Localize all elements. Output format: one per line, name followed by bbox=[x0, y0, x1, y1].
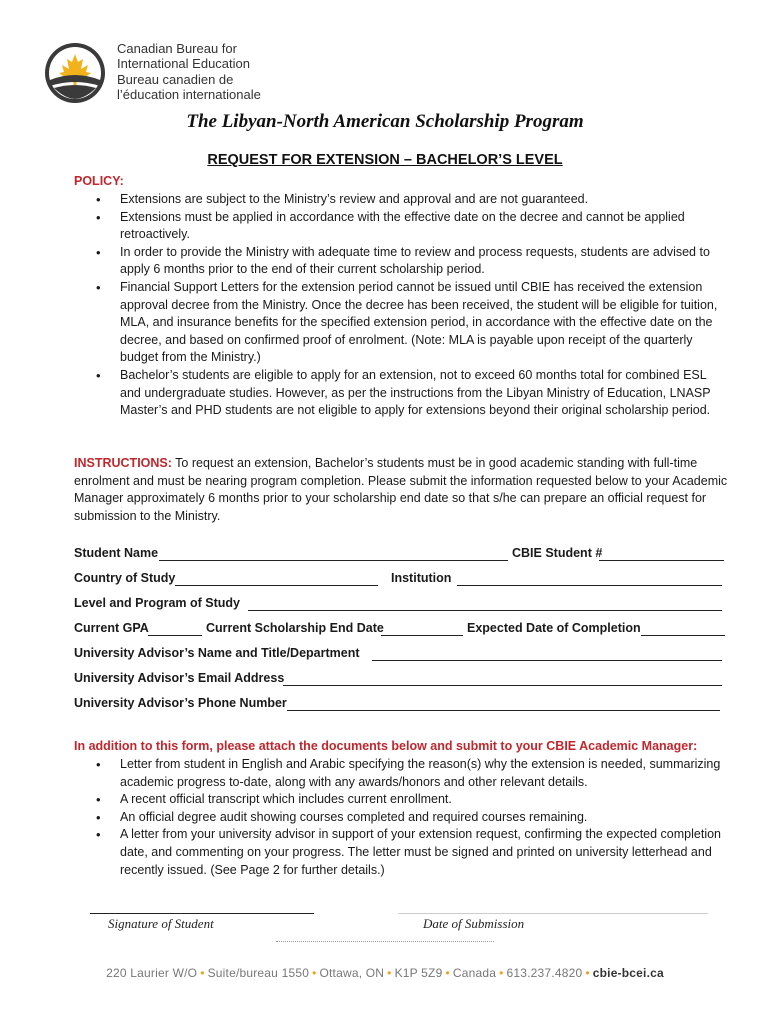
advisor-email-field[interactable] bbox=[283, 685, 722, 686]
instructions-paragraph bbox=[74, 455, 730, 525]
organization-name bbox=[117, 42, 261, 102]
policy-item: • Bachelor’s students are eligible to apply for an extension, not to exceed 60 months total for combined ESL and undergraduate studies. However, as per the instructions from the Libyan Ministry of Education, LNASP Master’s and PHD students are not eligible to apply for extensions beyond their original scholarship period. bbox=[74, 367, 730, 420]
cbie-maple-leaf-logo bbox=[44, 42, 106, 104]
expected-completion-label: Expected Date of Completion bbox=[467, 621, 641, 635]
footer-separator-dot: • bbox=[200, 966, 205, 980]
advisor-name-field[interactable] bbox=[372, 660, 722, 661]
country-of-study-field[interactable] bbox=[175, 585, 378, 586]
org-name-en-2: International Education bbox=[117, 55, 250, 71]
date-of-submission-label: Date of Submission bbox=[423, 916, 525, 931]
document-subtitle: REQUEST FOR EXTENSION – BACHELOR’S LEVEL bbox=[207, 152, 563, 168]
footer-separator-dot: • bbox=[312, 966, 317, 980]
attachment-item: • A recent official transcript which includes current enrollment. bbox=[74, 791, 730, 809]
footer-separator-dot: • bbox=[445, 966, 450, 980]
institution-label: Institution bbox=[391, 571, 452, 585]
footer-website-link[interactable]: cbie-bcei.ca bbox=[592, 966, 664, 980]
current-gpa-label: Current GPA bbox=[74, 621, 149, 635]
current-gpa-field[interactable] bbox=[148, 635, 202, 636]
student-name-label: Student Name bbox=[74, 546, 159, 560]
instructions-heading: INSTRUCTIONS: bbox=[74, 456, 172, 470]
attachments-list bbox=[74, 756, 730, 879]
document-title: The Libyan-North American Scholarship Program bbox=[186, 111, 584, 132]
attachment-item: • A letter from your university advisor in support of your extension request, confirming the expected completion date, and commenting on your progress. The letter must be signed and printed on university letterhead and recently issued. (See Page 2 for further details.) bbox=[74, 826, 730, 879]
footer-city: Ottawa, ON bbox=[319, 966, 385, 980]
footer-street: 220 Laurier W/O bbox=[106, 966, 198, 980]
advisor-phone-field[interactable] bbox=[287, 710, 720, 711]
footer-separator-dot: • bbox=[387, 966, 392, 980]
policy-item: • Extensions must be applied in accordance with the effective date on the decree and cannot be applied retroactively. bbox=[74, 209, 730, 244]
attachment-item: • Letter from student in English and Arabic specifying the reason(s) why the extension is needed, summarizing academic progress to-date, along with any awards/honors and other relevant details. bbox=[74, 756, 730, 791]
attachments-heading: In addition to this form, please attach the documents below and submit to your CBIE Academic Manager: bbox=[74, 739, 698, 753]
student-name-field[interactable] bbox=[159, 560, 508, 561]
footer-separator-dot: • bbox=[499, 966, 504, 980]
instructions-text: To request an extension, Bachelor’s students must be in good academic standing with full-time enrolment and must be nearing program completion. Please submit the information requested below to your Academic Manager approximately 6 months prior to your scholarship end date so that s/he can prepare an official request for submission to the Ministry. bbox=[74, 456, 728, 523]
level-program-field[interactable] bbox=[248, 610, 722, 611]
cbie-student-number-label: CBIE Student # bbox=[512, 546, 603, 560]
policy-item: • Financial Support Letters for the extension period cannot be issued until CBIE has received the extension approval decree from the Ministry. Once the decree has been received, the student will be eligible for tuition, MLA, and insurance benefits for the specified extension period, in accordance with the effective date on the decree, and based on confirmed proof of enrolment. (Note: MLA is payable upon receipt of the quarterly budget from the Ministry.) bbox=[74, 279, 730, 367]
advisor-email-label: University Advisor’s Email Address bbox=[74, 671, 285, 685]
footer-country: Canada bbox=[452, 966, 497, 980]
cbie-student-number-field[interactable] bbox=[599, 560, 724, 561]
footer-divider bbox=[276, 941, 494, 942]
advisor-name-label: University Advisor’s Name and Title/Department bbox=[74, 646, 360, 660]
date-of-submission-line[interactable] bbox=[398, 913, 708, 914]
policy-list bbox=[74, 191, 730, 420]
country-of-study-label: Country of Study bbox=[74, 571, 176, 585]
footer-separator-dot: • bbox=[585, 966, 590, 980]
org-name-en-1: Canadian Bureau for bbox=[117, 41, 237, 56]
institution-field[interactable] bbox=[457, 585, 722, 586]
expected-completion-field[interactable] bbox=[641, 635, 725, 636]
advisor-phone-label: University Advisor’s Phone Number bbox=[74, 696, 287, 710]
level-program-label: Level and Program of Study bbox=[74, 596, 241, 610]
policy-item: • In order to provide the Ministry with adequate time to review and process requests, students are advised to apply 6 months prior to the end of their current scholarship period. bbox=[74, 244, 730, 279]
student-signature-label: Signature of Student bbox=[108, 916, 214, 931]
policy-heading: POLICY: bbox=[74, 174, 124, 188]
footer-postal: K1P 5Z9 bbox=[394, 966, 443, 980]
footer-address bbox=[0, 966, 770, 980]
attachment-item: • An official degree audit showing courses completed and required courses remaining. bbox=[74, 809, 730, 827]
org-name-fr-1: Bureau canadien de bbox=[117, 72, 234, 87]
footer-phone: 613.237.4820 bbox=[506, 966, 583, 980]
footer-suite: Suite/bureau 1550 bbox=[207, 966, 310, 980]
policy-item: • Extensions are subject to the Ministry’s review and approval and are not guaranteed. bbox=[74, 191, 730, 209]
student-signature-line[interactable] bbox=[90, 913, 314, 914]
scholarship-end-date-label: Current Scholarship End Date bbox=[206, 621, 384, 635]
scholarship-end-date-field[interactable] bbox=[381, 635, 463, 636]
org-name-fr-2: l’éducation internationale bbox=[117, 86, 261, 102]
